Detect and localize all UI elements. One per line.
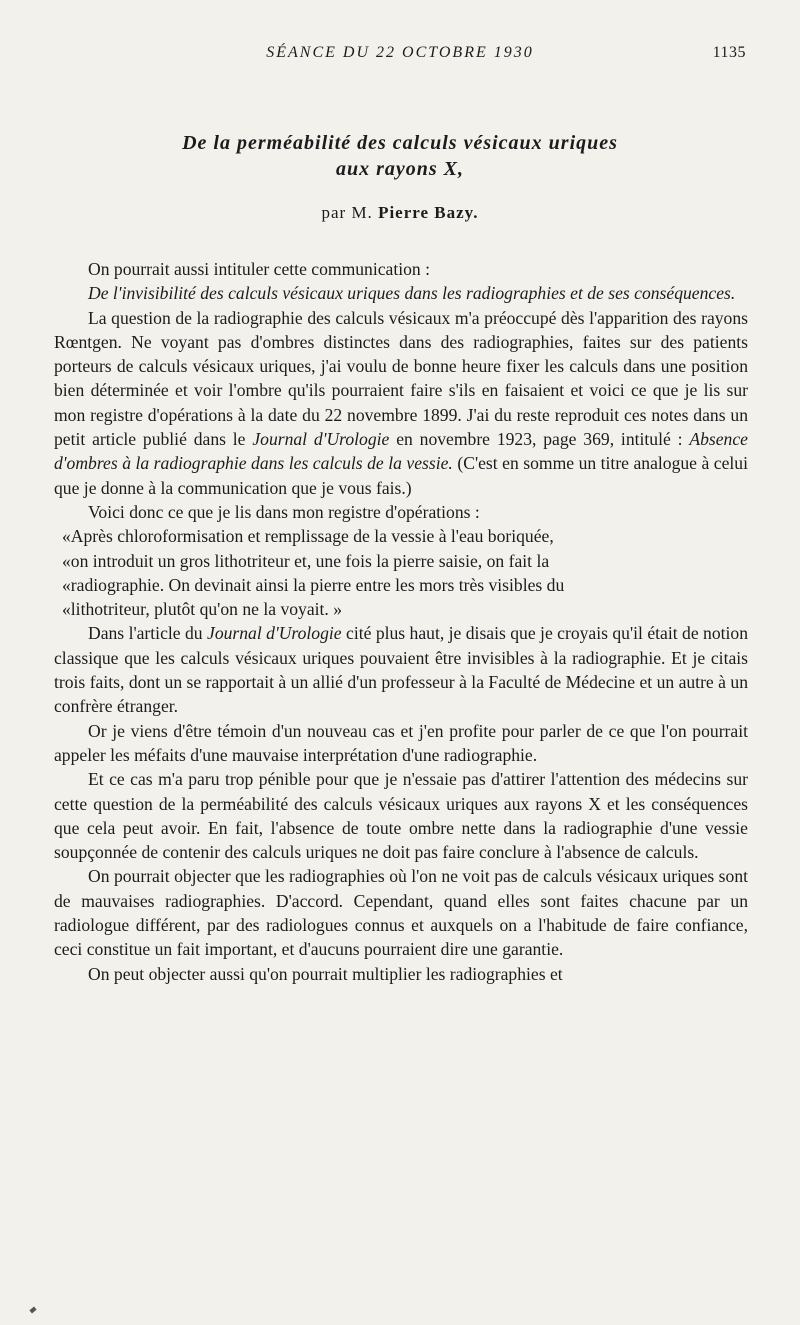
p3-mid-text: en novembre 1923, page 369, intitulé : (396, 429, 683, 450)
p3-end-text: (C'est en somme un titre analogue à celui que je donne à la communication que je vous fais.) (54, 453, 748, 498)
p3-text: La question de la radiographie des calculs vésicaux m'a préoccupé dès l'apparition des rayons Rœntgen. Ne voyant pas d'ombres distinctes dans des radiographies, faites sur des patients porteurs de calculs vésicaux uriques, j'ai voulu de bonne heure fixer les calculs dans une position bien déterminée et voir l'ombre qu'ils pourraient faire s'ils en faisaient et voici ce que je lis sur mon registre d'opérations à la date du 22 novembre 1899. J'ai du reste reproduit ces notes dans un petit article publié dans le (54, 307, 748, 450)
article-body (54, 257, 748, 986)
page-number: 1135 (712, 44, 746, 61)
paragraph-4: Voici donc ce que je lis dans mon registre d'opérations : (88, 501, 480, 522)
paragraph-5: Dans l'article du Journal d'Urologie cité plus haut, je disais que je croyais qu'il était de notion classique que les calculs vésicaux uriques pouvaient être invisibles à la radiographie. Et je citais trois faits, dont un se rapportait à un allié d'un professeur à la Faculté de Médecine et un autre à un confrère étranger. (54, 623, 748, 717)
paragraph-7: Et ce cas m'a paru trop pénible pour que je n'essaie pas d'attirer l'attention des médecins sur cette question de la perméabilité des calculs vésicaux uriques aux rayons X et les conséquences que cela peut avoir. En fait, l'absence de toute ombre nette dans la radiographie d'une vessie soupçonnée de contenir des calculs uriques ne doit pas faire conclure à l'absence de calculs. (54, 769, 748, 863)
article-title (60, 130, 740, 182)
quote-line-4: «lithotriteur, plutôt qu'on ne la voyait. » (62, 599, 343, 620)
paragraph-2-italic-title: De l'invisibilité des calculs vésicaux uriques dans les radiographies et de ses conséquences. (88, 283, 736, 304)
byline-prefix: par M. (321, 203, 373, 222)
p3-journal-name: Journal d'Urologie (252, 429, 390, 450)
quote-line-2: «on introduit un gros lithotriteur et, une fois la pierre saisie, on fait la (62, 550, 550, 571)
p5-journal-name: Journal d'Urologie (207, 623, 342, 644)
paragraph-8: On pourrait objecter que les radiographies où l'on ne voit pas de calculs vésicaux uriques sont de mauvaises radiographies. D'accord. Cependant, quand elles sont faites chacune par un radiologue différent, par des radiologues connus et auxquels on a l'habitude de faire confiance, ceci constitue un fait important, et d'aucuns pourraient dire une garantie. (54, 866, 748, 960)
ink-mark (29, 1307, 36, 1314)
running-title: SÉANCE DU 22 OCTOBRE 1930 (266, 44, 534, 61)
author-name: Pierre Bazy. (378, 203, 479, 222)
title-line-1: De la perméabilité des calculs vésicaux uriques (182, 132, 618, 154)
quote-line-3: «radiographie. On devinait ainsi la pierre entre les mors très visibles du (62, 574, 565, 595)
paragraph-9: On peut objecter aussi qu'on pourrait multiplier les radiographies et (88, 963, 563, 984)
paragraph-1: On pourrait aussi intituler cette communication : (88, 259, 431, 279)
byline (0, 203, 800, 223)
paragraph-3 (54, 306, 748, 500)
running-header (0, 44, 800, 68)
p3-article-title: Absence d'ombres à la radiographie dans les calculs de la vessie. (54, 429, 748, 474)
title-line-2: aux rayons X, (335, 158, 465, 180)
paragraph-6: Or je viens d'être témoin d'un nouveau cas et j'en profite pour parler de ce que l'on pourrait appeler les méfaits d'une mauvaise interprétation d'une radiographie. (54, 720, 748, 765)
quote-line-1: «Après chloroformisation et remplissage de la vessie à l'eau boriquée, (62, 526, 554, 547)
